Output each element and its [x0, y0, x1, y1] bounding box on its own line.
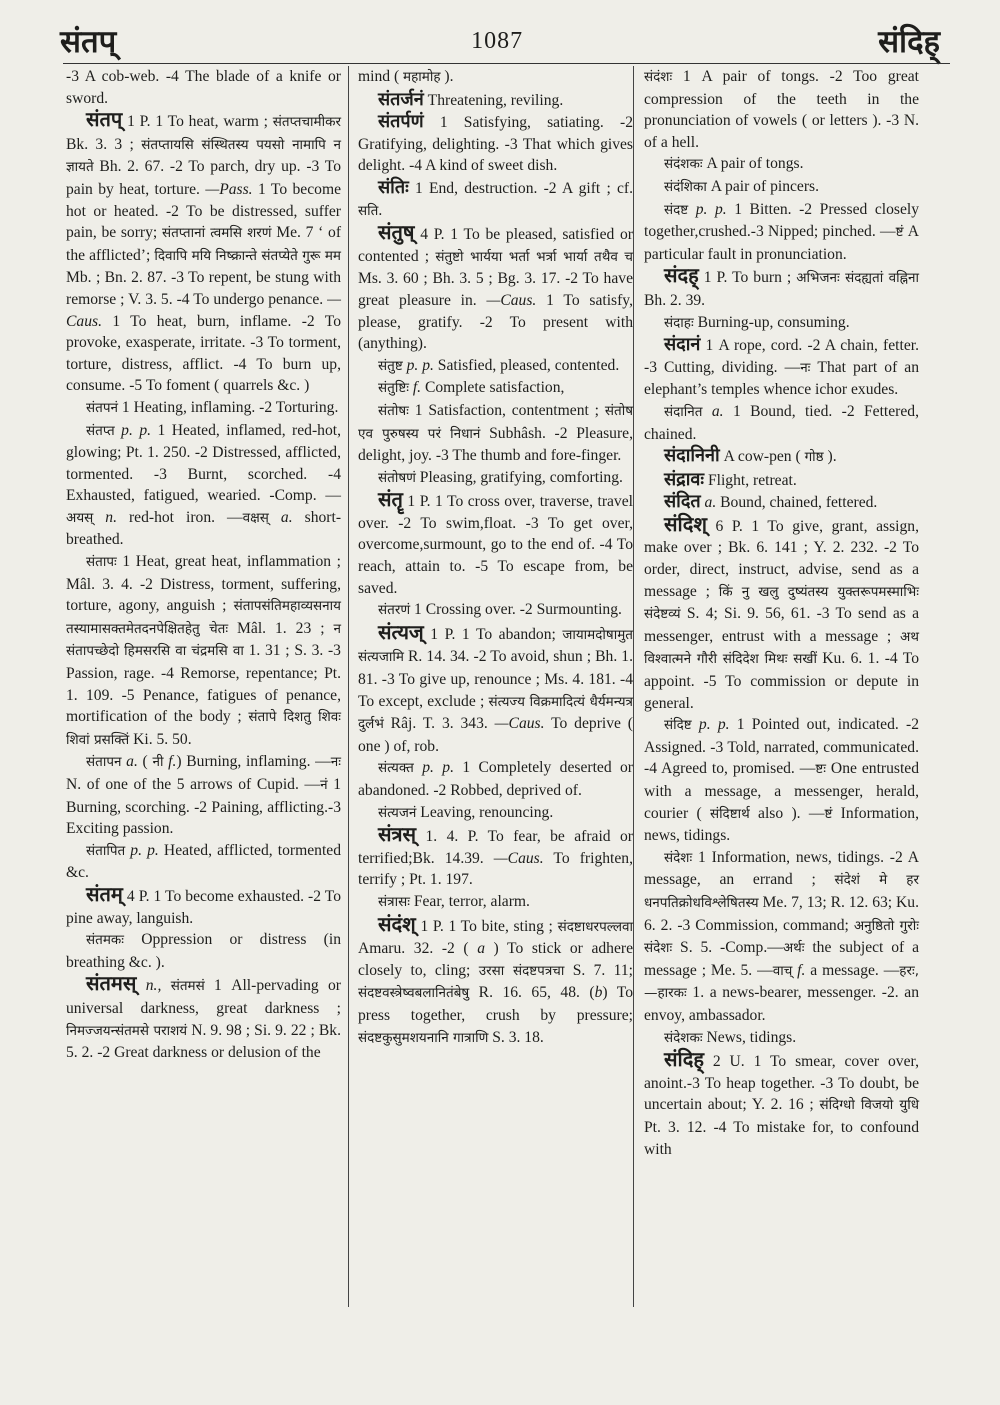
dictionary-entry: [66, 840, 341, 884]
entry-text: दिवापि मयि निष्क्रान्ते संतप्येते गुरू मम: [154, 247, 341, 264]
entry-text: संदष्ट: [664, 201, 689, 218]
entry-text: ) To stick or adhere closely to, cling;: [358, 940, 633, 979]
dictionary-entry: [644, 66, 919, 153]
entry-text: संतापसंतिमहाव्यसनाय तस्यामासक्तमेतदनपेक्षितहेतु चेतः: [66, 598, 341, 637]
dictionary-entry: [66, 973, 341, 1063]
entry-text: Ki. 5. 50.: [129, 730, 192, 748]
dictionary-entry: [358, 824, 633, 891]
page-number: 1087: [471, 27, 524, 54]
entry-text: A pair of pincers.: [706, 177, 819, 195]
entry-text: न संतापच्छेदो हिमसरसि वा चंद्रमसि वा: [66, 620, 341, 660]
entry-text: Bh. 2. 67. -2 To parch, dry up. -3 To pain by heat, torture.: [66, 158, 341, 198]
dictionary-entry: [358, 911, 634, 1050]
entry-text: A pair of tongs.: [702, 155, 804, 173]
entry-text: संदेशः: [664, 849, 693, 866]
entry-text: p. p.: [688, 200, 727, 218]
entry-text: mind (: [358, 68, 404, 85]
dictionary-entry: [358, 467, 633, 490]
entry-text: f.: [408, 379, 422, 397]
entry-text: Me. 7 ‘ of the afflicted’;: [66, 224, 342, 264]
column-divider-2: [633, 66, 634, 1307]
entry-text: red-hot iron. —: [116, 508, 243, 526]
entry-text: p. p.: [691, 716, 730, 734]
entry-text: f.: [792, 961, 806, 979]
entry-text: संतोष एव पुरुषस्य परं निधानं: [358, 402, 633, 442]
entry-text: संदंशः: [644, 69, 673, 85]
column-divider-1: [348, 66, 349, 1307]
entry-text: One entrusted with a message, a messenger, herald, courier (: [644, 760, 920, 822]
entry-text: नः: [800, 359, 811, 376]
entry-text: संतुष्ट: [378, 357, 403, 374]
entry-text: Flight, retreat.: [704, 471, 797, 489]
dictionary-entry: [358, 599, 633, 622]
entry-text: Subhâsh. -2 Pleasure, delight, joy. -3 The thumb and fore-finger.: [358, 424, 633, 465]
entry-text: सति: [358, 202, 379, 219]
entry-text: —Caus.: [493, 849, 544, 867]
entry-headword: संतॄ: [378, 487, 403, 512]
entry-text: S. 5.: [672, 939, 720, 957]
entry-text: संतरणं: [378, 602, 411, 619]
dictionary-entry: [644, 445, 919, 469]
entry-text: 1. a news-bearer, messenger. -2. an envoy, ambassador.: [644, 984, 919, 1024]
entry-text: अथ विश्वात्मने गौरी संदिदेश मिथः सखीं: [644, 628, 919, 668]
entry-text: 1 Heat, great heat, inflammation ; Mâl. 3. 4. -2 Distress, torment, suffering, torture, agony, anguish ;: [66, 553, 341, 615]
entry-text: 4 P. 1 To be pleased, satisfied or contented ;: [358, 226, 633, 265]
entry-text: 1 Bound, tied. -2 Fettered, chained.: [644, 402, 919, 443]
entry-text: 1 Completely deserted or abandoned. -2 Robbed, deprived of.: [358, 759, 633, 799]
entry-text: ष्टं: [895, 224, 904, 241]
dictionary-entry: [66, 420, 341, 552]
entry-text: संतापित: [86, 842, 126, 859]
entry-text: Bk. 3. 3 ;: [66, 135, 142, 153]
entry-text: 1 Pointed out, indicated. -2 Assigned. -3 Told, narrated, communicated. -4 Agreed to, promised. —: [644, 716, 920, 778]
entry-text: the subject of a message ; Me. 5. —: [644, 939, 919, 979]
dictionary-entry: [358, 66, 633, 89]
entry-text: p. p.: [402, 356, 434, 374]
column-middle: [358, 66, 633, 1049]
dictionary-entry: [358, 757, 633, 801]
dictionary-entry: [644, 1027, 919, 1050]
entry-text: ष्टं: [824, 805, 833, 822]
entry-text: A cow-pen (: [719, 448, 805, 466]
entry-headword: संतुष्: [378, 220, 415, 245]
entry-text: a message. —: [805, 961, 900, 979]
entry-text: p. p.: [125, 841, 159, 859]
dictionary-entry: [358, 489, 633, 599]
entry-text: a.: [268, 508, 293, 526]
dictionary-entry: [358, 891, 633, 914]
entry-text: 1 Satisfying, satiating. -2 Gratifying, delighting. -3 That which gives delight. -4 A kind of sweet dish.: [358, 114, 633, 175]
entry-text: N. 9. 98 ; Si. 9. 22 ; Bk. 5. 2. -2 Great darkness or delusion of the: [66, 1021, 341, 1062]
entry-text: संतुष्टिः: [378, 380, 409, 397]
entry-text: .: [378, 201, 383, 219]
entry-headword: संदित: [664, 491, 701, 513]
entry-text: संतमसं: [170, 978, 205, 995]
entry-text: 4 P. 1 To become exhausted. -2 To pine away, languish.: [66, 887, 341, 927]
column-right: [644, 66, 919, 1160]
entry-text: संतुष्टो भार्यया भर्ता भर्त्रा भार्या तथैव च: [435, 248, 633, 265]
dictionary-entry: [66, 397, 341, 420]
entry-text: short-breathed.: [66, 508, 342, 549]
entry-text: 1 P. 1 To bite, sting ;: [415, 917, 558, 935]
entry-text: 1 Heated, inflamed, red-hot, glowing; Pt. 1. 250. -2 Distressed, afflicted, tormented. -3 Burnt, scorched. -4 Exhausted, fatigued, wearied.: [66, 421, 341, 505]
entry-headword: संतमस्: [86, 971, 137, 996]
entry-headword: संदिश्: [664, 511, 707, 536]
entry-text: -Comp.: [720, 939, 768, 957]
entry-text: Fear, terror, alarm.: [409, 892, 530, 910]
dictionary-entry: [358, 377, 633, 400]
entry-text: Threatening, reviling.: [423, 91, 564, 109]
entry-text: ) To press together, crush by pressure;: [358, 984, 633, 1024]
dictionary-entry: [358, 619, 634, 758]
entry-text: Satisfied, pleased, contented.: [433, 356, 620, 374]
entry-text: संतप्तचामीकर: [272, 114, 341, 131]
entry-text: 1 P. 1 To abandon;: [423, 625, 563, 643]
entry-text: संतापः: [86, 554, 117, 571]
entry-text: 1 Information, news, tidings. -2 A message, an errand ;: [644, 848, 919, 889]
dictionary-entry: [644, 401, 919, 445]
entry-text: n.: [93, 508, 117, 526]
dictionary-entry: [66, 551, 341, 751]
entry-text: Bh. 2. 39.: [644, 291, 706, 309]
header-rule: [63, 63, 950, 64]
entry-text: गोष्ठ: [804, 449, 824, 466]
entry-text: अनुष्ठितो गुरोः संदेशः: [644, 917, 919, 957]
entry-text: S. 7. 11;: [564, 961, 634, 979]
entry-text: उरसा संदष्टपत्रचा: [478, 962, 565, 979]
entry-text: निमज्जयन्संतमसे पराशयं: [66, 1022, 188, 1039]
entry-text: N. of one of the 5 arrows of Cupid. —: [66, 776, 321, 793]
entry-text: संदष्टाधरपल्लवा: [557, 918, 633, 935]
entry-text: संदिष्ट: [664, 717, 692, 734]
entry-text: Râj. T. 3. 343.: [383, 715, 495, 733]
entry-text: जायामदोषामुत संत्यजामि: [358, 626, 633, 666]
entry-text: Amaru. 32. -2 (: [358, 940, 478, 958]
dictionary-entry: [358, 222, 633, 355]
entry-text: —: [316, 487, 341, 505]
entry-headword: संतिः: [378, 176, 409, 198]
entry-text: 1 A rope, cord. -2 A chain, fetter. -3 Cutting, dividing. —: [644, 337, 919, 376]
entry-text: p. p.: [114, 421, 152, 439]
entry-text: S. 4; Si. 9. 56, 61. -3 To send as a messenger, entrust with a message ;: [644, 605, 919, 645]
entry-text: 1 All-pervading or universal darkness, great darkness ;: [66, 977, 342, 1017]
entry-text: 1 Crossing over. -2 Surmounting.: [410, 601, 622, 619]
dictionary-entry: [66, 929, 341, 973]
entry-text: नी: [152, 754, 164, 771]
entry-text: वक्षस्: [242, 509, 269, 526]
entry-text: अभिजनः संदह्यतां वह्निना: [796, 270, 919, 287]
entry-headword: संतर्पणं: [378, 111, 424, 133]
entry-text: —Caus.: [486, 291, 537, 309]
entry-text: संतप्तायसि संस्थितस्य पयसो नामापि न ज्ञायते: [66, 136, 341, 176]
left-running-headword: संतप्: [60, 24, 117, 60]
entry-text: ).: [440, 68, 454, 85]
entry-text: Oppression or distress (in breathing &c. ).: [66, 931, 341, 971]
entry-headword: संतम्: [86, 881, 123, 906]
dictionary-entry: [66, 109, 341, 397]
dictionary-entry: [358, 355, 633, 378]
dictionary-entry: [358, 89, 633, 112]
dictionary-entry: [644, 469, 919, 492]
entry-text: संतापे दिशतु शिवः शिवां प्रसक्तिं: [66, 709, 341, 748]
entry-text: Ku. 6. 1. -4 To appoint. -5 To commission or depute in general.: [644, 650, 920, 712]
entry-text: p. p.: [413, 759, 454, 777]
entry-text: f.: [163, 753, 177, 771]
entry-text: —Caus.: [494, 715, 545, 733]
dictionary-entry: [66, 751, 341, 839]
entry-headword: संतर्जनं: [378, 88, 424, 110]
entry-text: संतापन: [86, 754, 122, 771]
dictionary-entry: [358, 400, 633, 467]
entry-text: a.: [121, 753, 138, 771]
entry-text: संत्रासः: [378, 893, 410, 910]
dictionary-entry: [644, 334, 919, 401]
entry-text: Leaving, renouncing.: [416, 803, 554, 821]
entry-text: संदानित: [664, 403, 703, 420]
entry-text: -Comp.: [269, 487, 317, 505]
entry-text: संतप्तानां त्वमसि शरणं: [161, 225, 272, 242]
right-running-headword: संदिह्: [878, 24, 940, 60]
entry-text: नः: [330, 754, 341, 771]
entry-text: —Caus.: [66, 290, 341, 330]
dictionary-entry: [66, 66, 341, 109]
dictionary-entry: [644, 312, 919, 335]
entry-text: संदिष्टार्थ: [709, 805, 750, 822]
entry-text: R. 16. 65, 48. (: [469, 984, 595, 1002]
dictionary-entry: [644, 176, 919, 199]
entry-text: 1 A pair of tongs. -2 Too great compression of the teeth in the pronunciation of vowels ( or letters ). -3 N. of a hell.: [644, 68, 919, 151]
entry-text: महामोह: [403, 69, 441, 85]
entry-text: ) Burning, inflaming. —: [176, 753, 331, 771]
entry-text: 1 Heating, inflaming. -2 Torturing.: [117, 398, 339, 416]
entry-text: 1 P. 1 To cross over, traverse, travel over. -2 To swim,float. -3 To get over, overcome,surmount, go to the end of. -4 To reach, attain to. -5 To escape from, be saved.: [358, 493, 633, 597]
entry-text: 1 Bitten. -2 Pressed closely together,crushed.-3 Nipped; pinched. —: [644, 200, 920, 241]
entry-text: A particular fault in pronunciation.: [644, 223, 919, 263]
entry-text: 1 P. To burn ;: [698, 269, 797, 287]
entry-headword: संदंश्: [378, 911, 416, 936]
entry-text: —Pass.: [205, 180, 253, 198]
dictionary-entry: [644, 1049, 919, 1160]
dictionary-entry: [644, 847, 919, 1027]
entry-text: संदाहः: [664, 314, 694, 331]
entry-text: संदष्टकुसुमशयनानि गात्राणि: [358, 1029, 489, 1046]
entry-text: a.: [700, 494, 717, 512]
entry-text: 1. 31 ; S. 3. -3 Passion, rage. -4 Remorse, repentance; Pt. 1. 109. -5 Penance, fatigues of penance, mortification of the body ;: [66, 642, 341, 726]
entry-text: संदंशिका: [664, 178, 707, 195]
entry-headword: संदानं: [664, 334, 701, 356]
entry-text: संतपनं: [86, 399, 118, 416]
entry-text: संदष्टवस्त्रेष्वबलानितंबेषु: [358, 985, 470, 1002]
entry-text: संदिग्धो विजयो युधि: [819, 1097, 919, 1114]
entry-text: 6 P. 1 To give, grant, assign, make over ; Bk. 6. 141 ; Y. 2. 232. -2 To order, direct, instruct, advise, send as a message ;: [644, 517, 919, 600]
entry-text: Complete satisfaction,: [421, 379, 565, 397]
entry-text: 1 To become hot or heated. -2 To be distressed, suffer pain, be sorry;: [66, 180, 341, 242]
entry-text: To deprive ( one ) of, rob.: [358, 715, 633, 755]
entry-text: अर्थः: [782, 940, 805, 957]
entry-text: Pt. 3. 12. -4 To mistake for, to confound with: [644, 1118, 919, 1158]
entry-text: To frighten, terrify ; Pt. 1. 197.: [358, 849, 633, 889]
entry-text: R. 14. 34. -2 To avoid, shun ; Bh. 1. 81. -3 To give up, renounce ; Ms. 4. 181. -4 To except, exclude ;: [358, 648, 633, 710]
entry-headword: संदानिनी: [664, 445, 720, 467]
entry-headword: संत्यज्: [378, 619, 424, 644]
entry-text: संदेशं मे हर धनपतिक्रोधविश्लेषितस्य: [644, 872, 919, 911]
entry-text: संतप्त: [86, 422, 115, 439]
entry-text: संदंशकः: [664, 156, 703, 173]
entry-text: a.: [702, 402, 724, 420]
entry-text: संतोषः: [378, 402, 409, 419]
entry-text: Bound, chained, fettered.: [716, 494, 878, 512]
entry-text: संतोषणं: [378, 469, 416, 486]
dictionary-entry: [358, 111, 633, 177]
entry-text: किं नु खलु दुष्यंतस्य युक्तरूपमस्माभिः संदेष्टव्यं: [644, 583, 919, 623]
dictionary-entry: [644, 714, 919, 847]
entry-text: also ). —: [749, 804, 825, 822]
dictionary-entry: [644, 265, 919, 311]
entry-text: संत्यजनं: [378, 804, 417, 821]
entry-text: S. 3. 18.: [488, 1028, 544, 1046]
entry-text: वाच्: [772, 962, 793, 979]
entry-text: संत्यज्य विक्रमादित्यं धैर्यमन्यत्र दुर्लभं: [358, 693, 634, 733]
dictionary-entry: [644, 153, 919, 176]
entry-text: संत्यक्त: [378, 760, 414, 777]
entry-text: 1. 4. P. To fear, be afraid or terrified;Bk. 14.39.: [358, 828, 633, 867]
entry-text: -3 A cob-web. -4 The blade of a knife or sword.: [66, 68, 341, 107]
dictionary-entry: [358, 177, 633, 222]
entry-text: 1 To satisfy, please, gratify. -2 To present with (anything).: [358, 291, 633, 353]
entry-text: अयस्: [66, 509, 94, 526]
entry-text: 1 To heat, burn, inflame. -2 To provoke, exasperate, irritate. -3 To torment, torture, distress, afflict. -4 To burn up, consume. -5 To foment ( quarrels &c. ): [66, 312, 341, 395]
entry-headword: संद्रावः: [664, 468, 705, 490]
entry-text: That part of an elephant’s temples whence ichor exudes.: [644, 358, 919, 399]
entry-text: ष्टः: [815, 761, 826, 778]
entry-text: 1 P. 1 To heat, warm ;: [122, 113, 273, 131]
entry-text: 2 U. 1 To smear, cover over, anoint.-3 To heap together. -3 To doubt, be uncertain about; Y. 2. 16 ;: [644, 1053, 919, 1114]
entry-text: हरः, —हारकः: [644, 962, 920, 1002]
entry-text: —: [767, 939, 783, 957]
entry-text: 1 Burning, scorching. -2 Paining, afflicting.-3 Exciting passion.: [66, 776, 341, 838]
entry-text: Me. 7, 13; R. 12. 63; Ku. 6. 2. -3 Commission, command;: [644, 893, 919, 934]
entry-text: संतमकः: [86, 932, 124, 949]
entry-text: नं: [320, 777, 328, 793]
entry-text: (: [137, 753, 153, 771]
dictionary-entry: [644, 491, 919, 514]
dictionary-entry: [358, 802, 633, 825]
entry-text: Ms. 3. 60 ; Bh. 3. 5 ; Bg. 3. 17. -2 To have great pleasure in.: [358, 270, 633, 309]
dictionary-entry: [66, 881, 341, 929]
entry-text: Pleasing, gratifying, comforting.: [415, 468, 623, 486]
entry-text: News, tidings.: [702, 1028, 797, 1046]
page-header: [60, 18, 940, 64]
dictionary-entry: [644, 199, 919, 266]
entry-headword: संत्रस्: [378, 822, 417, 847]
entry-headword: संतप्: [86, 107, 123, 132]
entry-text: 1 End, destruction. -2 A gift ; cf.: [408, 179, 633, 197]
entry-text: a: [477, 940, 485, 958]
dictionary-entry: [644, 511, 920, 714]
entry-text: Mâl. 1. 23 ;: [228, 619, 334, 637]
entry-text: Information, news, tidings.: [644, 804, 919, 845]
entry-text: ).: [823, 448, 837, 466]
entry-text: n.,: [136, 977, 171, 995]
entry-text: Burning-up, consuming.: [693, 313, 850, 331]
entry-text: संदेशकः: [664, 1029, 703, 1046]
entry-text: 1 Satisfaction, contentment ;: [408, 401, 605, 419]
entry-text: Mb. ; Bn. 2. 87. -3 To repent, be stung with remorse ; V. 3. 5. -4 To undergo penance.: [66, 269, 341, 308]
entry-text: b: [594, 984, 603, 1002]
entry-headword: संदह्: [664, 263, 699, 288]
entry-text: Heated, afflicted, tormented &c.: [66, 841, 341, 882]
column-left: [66, 66, 341, 1064]
entry-headword: संदिह्: [664, 1047, 704, 1072]
